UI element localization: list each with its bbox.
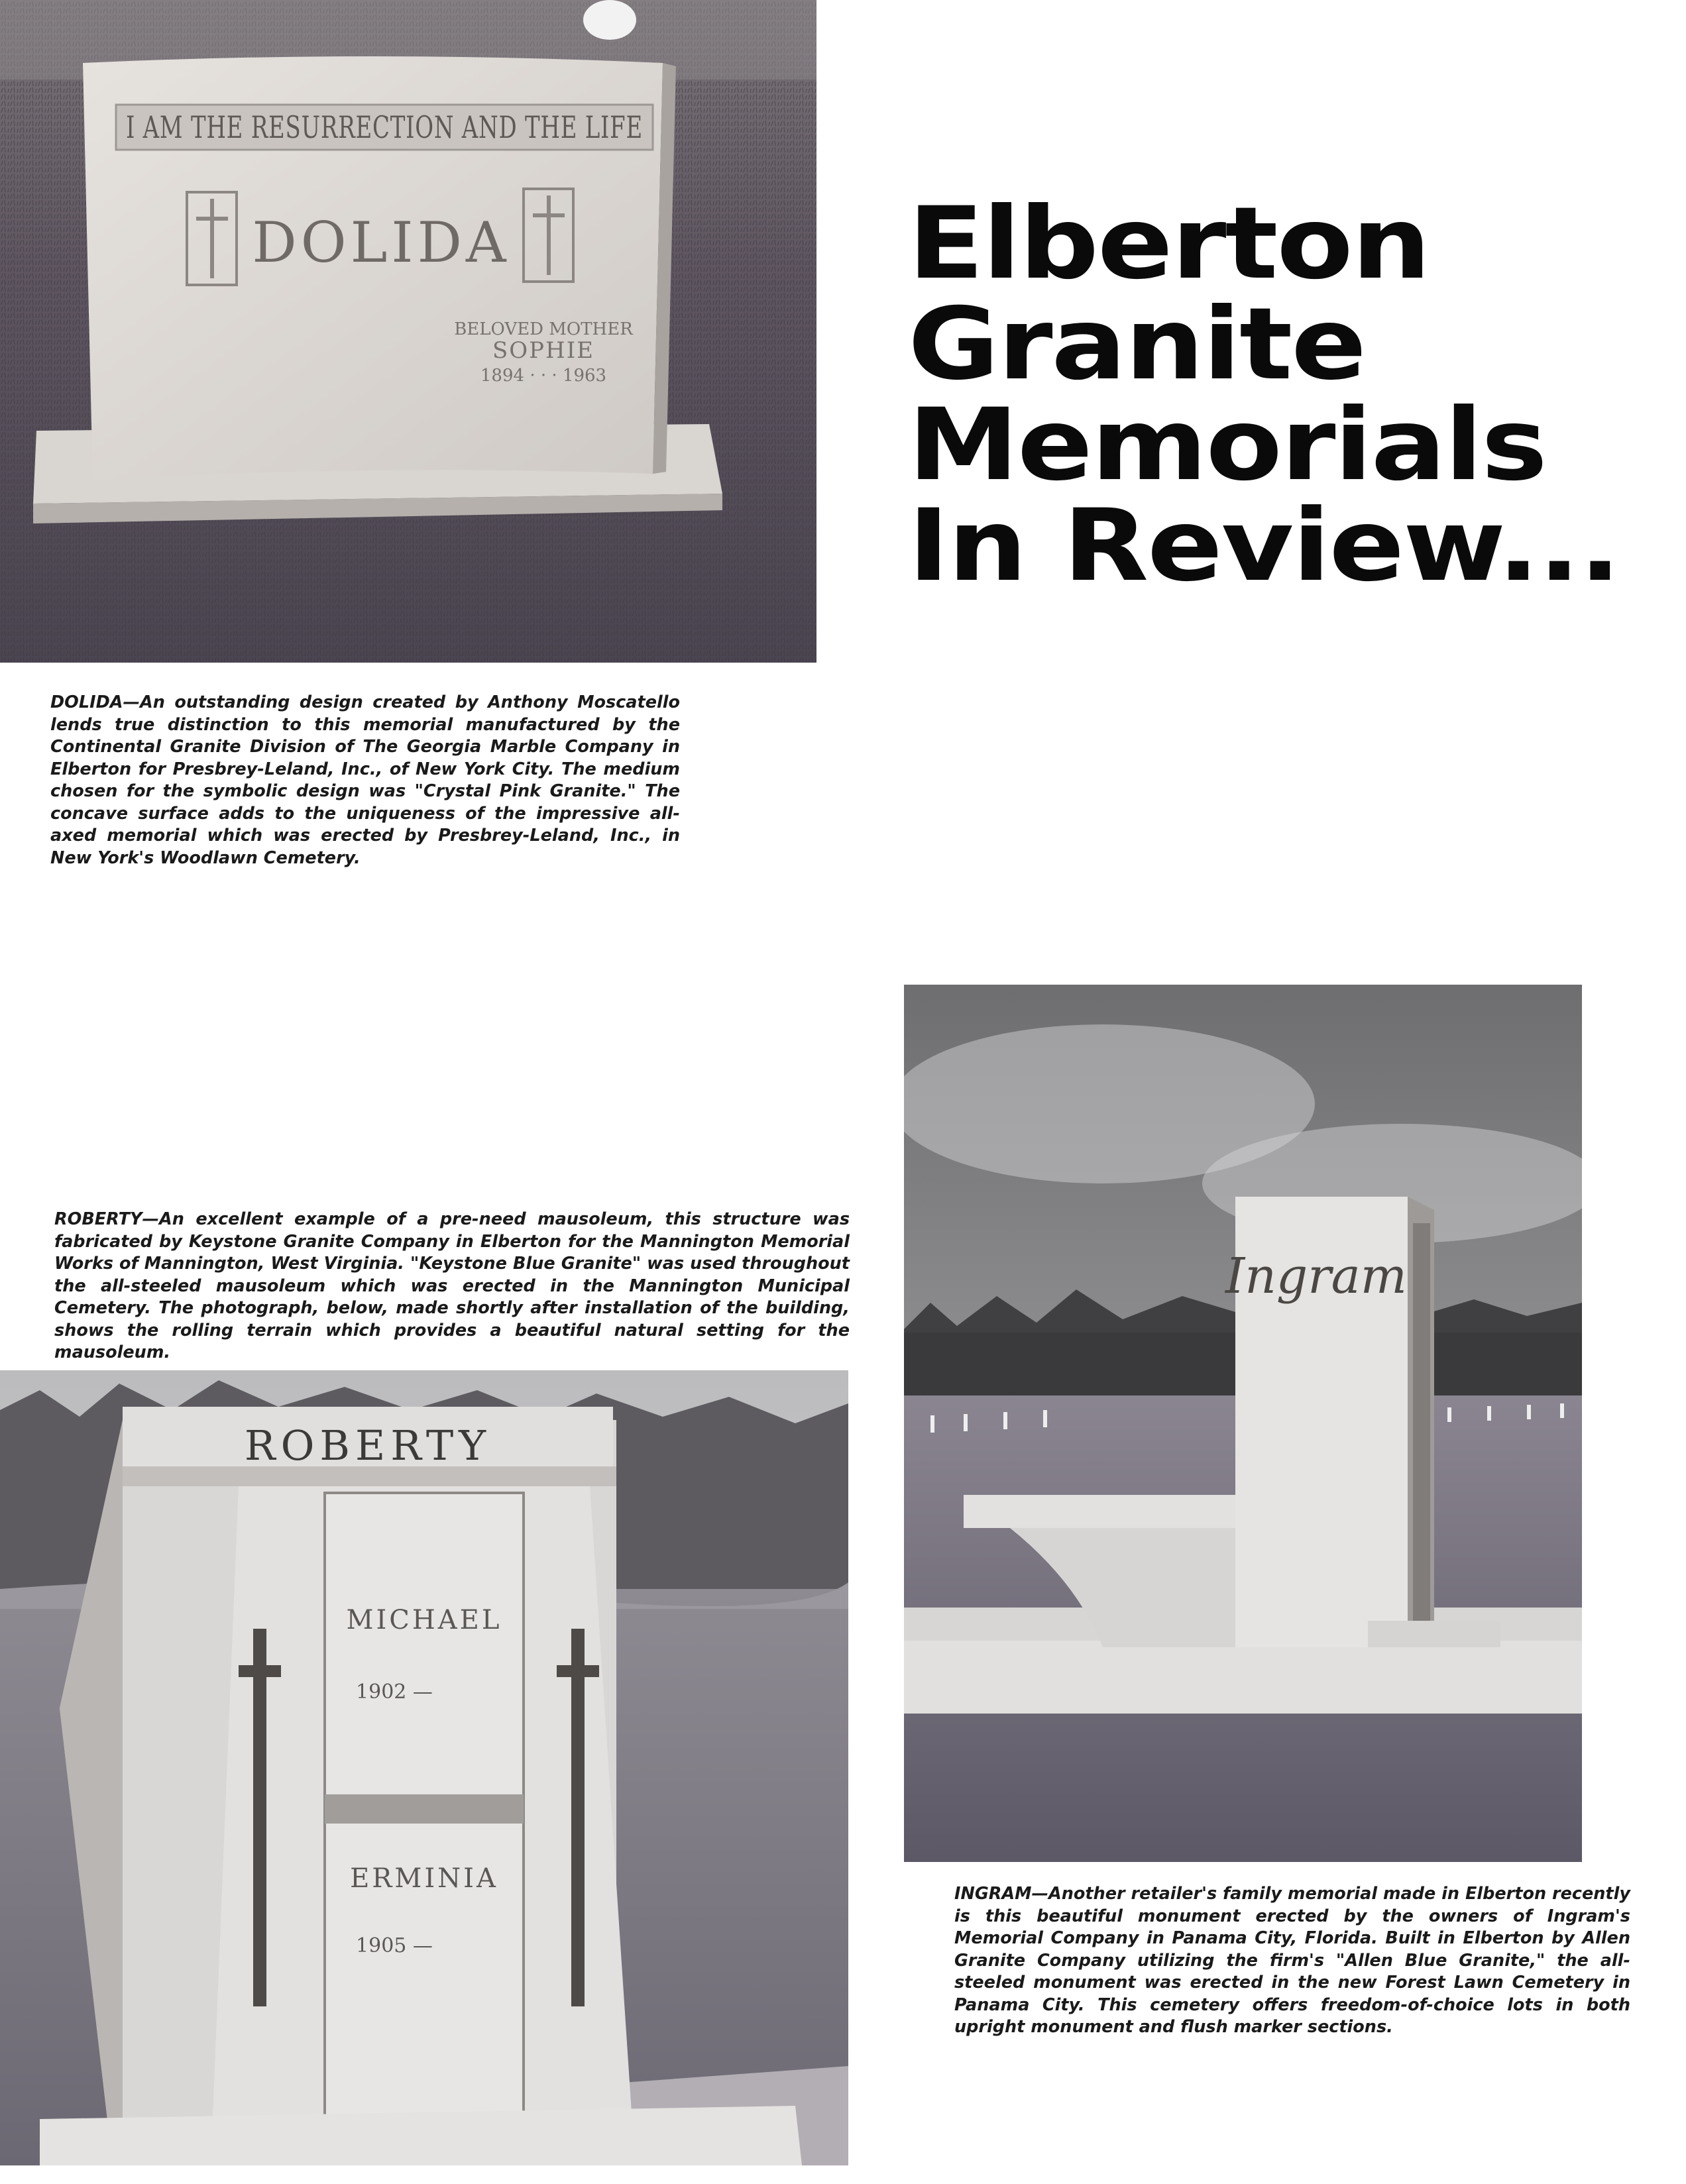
dolida-family-name: DOLIDA <box>252 210 510 275</box>
dolida-photo <box>0 0 816 663</box>
roberty-date-michael: 1902 — <box>356 1680 433 1704</box>
headline-line-2: Granite <box>908 287 1365 402</box>
roberty-family-name: ROBERTY <box>244 1421 492 1470</box>
ingram-family-name: Ingram <box>1225 1248 1407 1305</box>
roberty-photo-art <box>0 1370 848 2165</box>
dolida-caption: DOLIDA—An outstanding design created by Anthony Moscatello lends true distinction to this memorial manufactured by the Continental Granite Division of The Georgia Marble Company in Elberton for Presbrey-Leland, Inc., of New York City. The medium chosen for the symbolic design was "Crystal Pink Granite." The concave surface adds to the uniqueness of the impressive all-axed memorial which was erected by Presbrey-Leland, Inc., in New York's Woodlawn Cemetery. <box>50 692 680 868</box>
ingram-caption: INGRAM—Another retailer's family memorial made in Elberton recently is this beautiful monument erected by the owners of Ingram's Memorial Company in Panama City, Florida. Built in Elberton by Allen Granite Company utilizing the firm's "Allen Blue Granite," the all-steeled monument was erected in the new Forest Lawn Cemetery in Panama City. This cemetery offers freedom-of-choice lots in both upright monument and flush marker sections. <box>954 1884 1630 2037</box>
page-headline <box>908 186 1686 604</box>
headline-line-4: In Review... <box>908 488 1620 604</box>
dolida-epitaph: BELOVED MOTHER <box>454 319 633 339</box>
roberty-name-erminia: ERMINIA <box>350 1863 498 1894</box>
dolida-inscription: I AM THE RESURRECTION AND THE LIFE <box>126 109 643 145</box>
roberty-caption: ROBERTY—An excellent example of a pre-need mausoleum, this structure was fabricated by Keystone Granite Company in Elberton for the Mannington Memorial Works of Mannington, West Virginia. "Keystone Blue Granite" was used throughout the all-steeled mausoleum which was erected in the Mannington Municipal Cemetery. The photograph, below, made shortly after installation of the building, shows the rolling terrain which provides a beautiful natural setting for the mausoleum. <box>54 1209 850 1362</box>
dolida-first-name: SOPHIE <box>492 337 594 364</box>
dolida-dates: 1894 · · · 1963 <box>480 366 607 386</box>
ingram-photo <box>904 985 1582 1862</box>
headline-line-1: Elberton <box>908 186 1430 301</box>
dolida-photo-art <box>0 0 816 663</box>
roberty-date-erminia: 1905 — <box>356 1934 433 1957</box>
headline-line-3: Memorials <box>908 388 1546 503</box>
roberty-photo <box>0 1370 848 2165</box>
roberty-name-michael: MICHAEL <box>346 1605 502 1635</box>
ingram-photo-art <box>904 985 1582 1862</box>
